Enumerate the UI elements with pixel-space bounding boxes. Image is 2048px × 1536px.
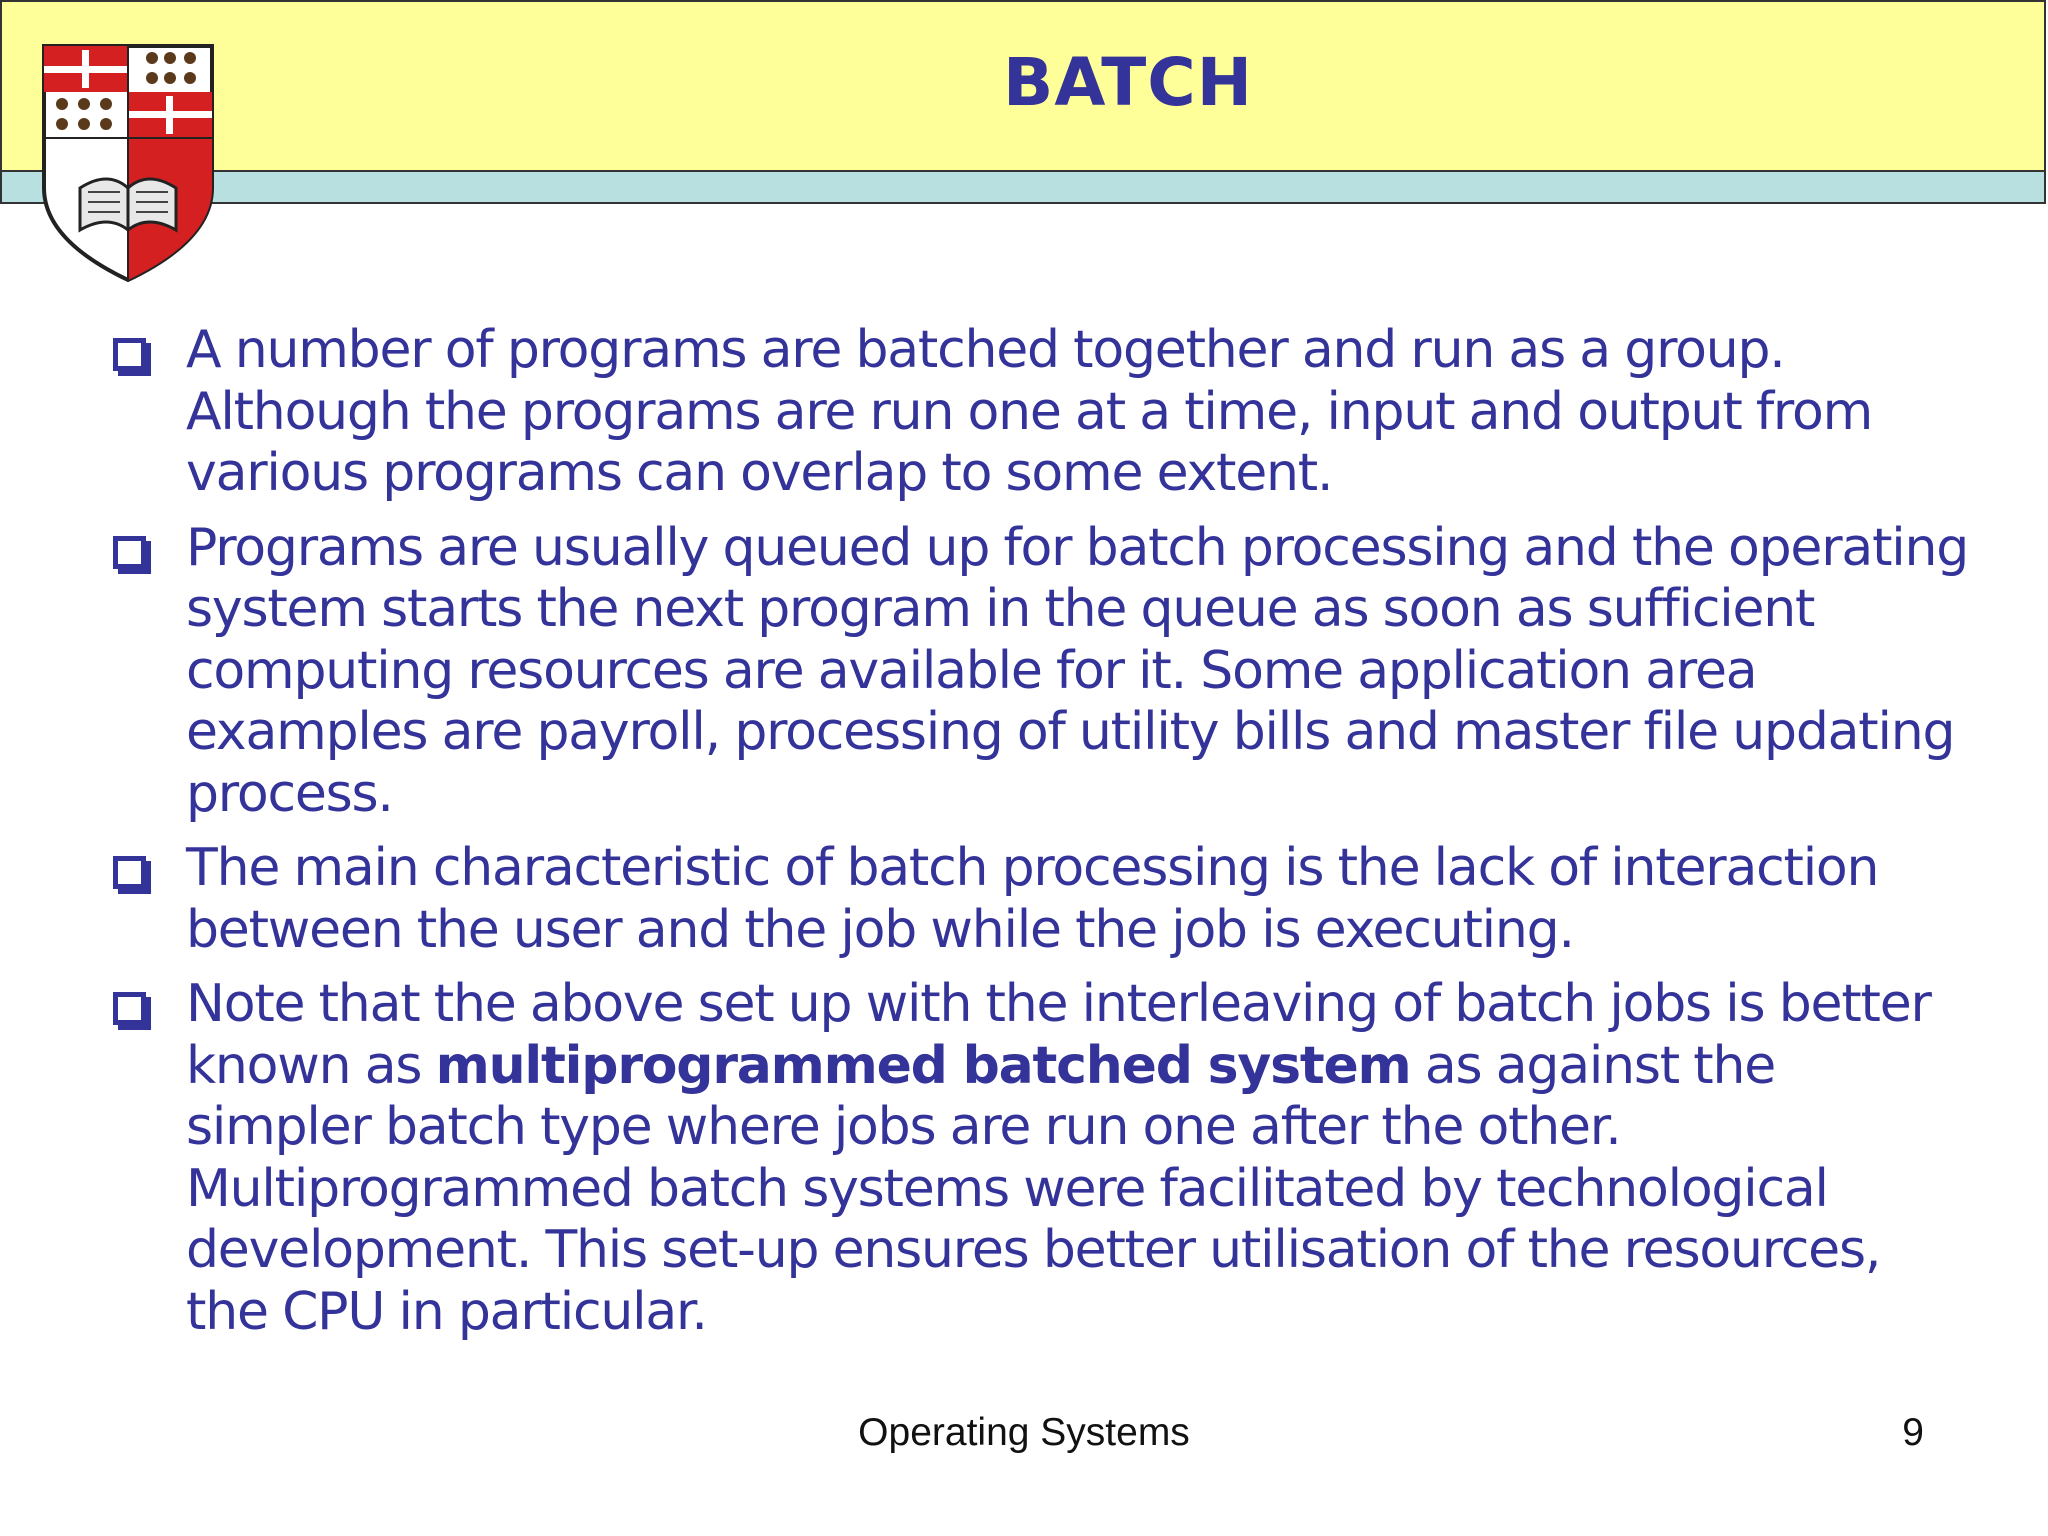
bullet-item — [110, 838, 1970, 961]
bullet-item — [110, 320, 1970, 505]
bold-term: multiprogrammed batched system — [435, 1035, 1411, 1096]
page-number: 9 — [1902, 1411, 1924, 1454]
checkbox-bullet-icon — [113, 536, 146, 569]
bullet-text: A number of programs are batched together and run as a group. Although the programs are run one at a time, input and output from various programs can overlap to some extent. — [186, 320, 1873, 503]
university-crest-icon — [40, 42, 216, 284]
title-band — [0, 0, 2046, 170]
bullet-text — [186, 974, 1931, 1342]
checkbox-bullet-icon — [113, 992, 146, 1025]
bullet-text-after: as against the simpler batch type where jobs are run one after the other. Multiprogrammed batch systems were facilitated by technological development. This set-up ensures better utilisation of the resources, the CPU in particular. — [186, 1035, 1881, 1342]
bullet-item — [110, 518, 1970, 826]
bullet-text-before: Note that the above set up with the interleaving of batch jobs is better known as — [186, 974, 1931, 1096]
bullet-text: The main characteristic of batch processing is the lack of interaction between the user and the job while the job is executing. — [186, 838, 1879, 960]
slide-title: BATCH — [1003, 44, 1253, 121]
bullet-item — [110, 974, 1970, 1343]
bullet-text: Programs are usually queued up for batch processing and the operating system starts the next program in the queue as soon as sufficient computing resources are available for it. Some application area examples are payroll, processing of utility bills and master file updating process. — [186, 517, 1969, 824]
checkbox-bullet-icon — [113, 338, 146, 371]
title-strip — [0, 170, 2046, 204]
footer-title: Operating Systems — [858, 1411, 1190, 1454]
bullet-list — [110, 320, 1970, 1356]
checkbox-bullet-icon — [113, 856, 146, 889]
